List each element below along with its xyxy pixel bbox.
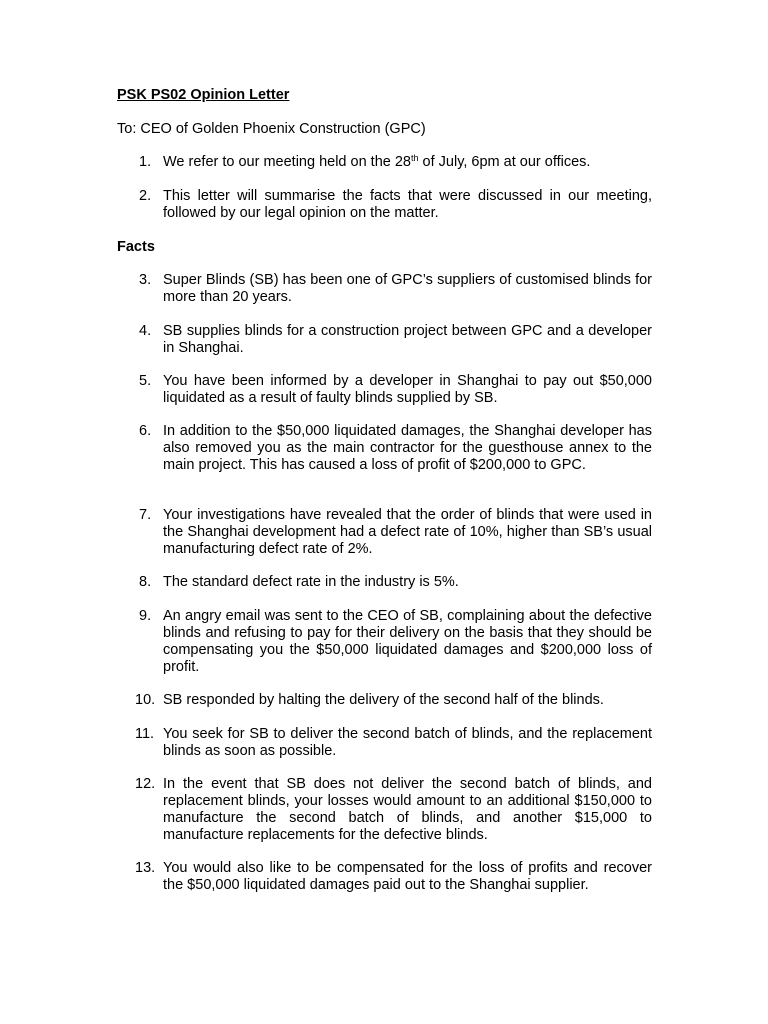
item-number: 4. — [139, 323, 152, 339]
item-number: 10. — [135, 692, 156, 708]
list-item-4 — [117, 323, 652, 357]
item-number: 9. — [139, 608, 152, 624]
item-number: 13. — [135, 860, 156, 876]
list-item-2 — [117, 188, 652, 222]
item-text: You would also like to be compensated for the loss of profits and recover the $50,000 liquidated damages paid out to the Shanghai supplier. — [163, 860, 652, 893]
item-number: 12. — [135, 776, 156, 792]
item-number: 7. — [139, 507, 152, 523]
item-number: 5. — [139, 373, 152, 389]
list-item-11 — [117, 726, 652, 760]
list-item-10 — [117, 692, 652, 709]
document-title: PSK PS02 Opinion Letter — [117, 87, 290, 103]
item-number: 1. — [139, 154, 152, 170]
list-item-7 — [117, 507, 652, 558]
item-number: 11. — [135, 726, 155, 742]
item-number: 8. — [139, 574, 152, 590]
list-item-5 — [117, 373, 652, 407]
item-text: The standard defect rate in the industry is 5%. — [163, 574, 459, 590]
list-item-8 — [117, 574, 652, 591]
item-text: You have been informed by a developer in Shanghai to pay out $50,000 liquidated as a result of faulty blinds supplied by SB. — [163, 373, 652, 406]
item-text: You seek for SB to deliver the second batch of blinds, and the replacement blinds as soon as possible. — [163, 726, 652, 759]
item-text: SB supplies blinds for a construction project between GPC and a developer in Shanghai. — [163, 323, 652, 356]
item-text: In the event that SB does not deliver the second batch of blinds, and replacement blinds, your losses would amount to an additional $150,000 to manufacture the second batch of blinds, and another $15,000 to manufacture replacements for the defective blinds. — [163, 776, 652, 843]
list-item-1 — [117, 154, 652, 171]
item-text: SB responded by halting the delivery of the second half of the blinds. — [163, 692, 604, 708]
item-number: 2. — [139, 188, 152, 204]
item-text — [163, 154, 652, 171]
list-item-3 — [117, 272, 652, 306]
ordinal-superscript: th — [411, 153, 419, 163]
item-text-before: We refer to our meeting held on the 28 — [163, 154, 411, 170]
list-item-13 — [117, 860, 652, 894]
recipient-line: To: CEO of Golden Phoenix Construction (GPC) — [117, 121, 426, 137]
item-number: 6. — [139, 423, 152, 439]
item-text: An angry email was sent to the CEO of SB, complaining about the defective blinds and refusing to pay for their delivery on the basis that they should be compensating you the $50,000 liquidated damages and $200,000 loss of profit. — [163, 608, 652, 675]
item-text: Your investigations have revealed that the order of blinds that were used in the Shanghai development had a defect rate of 10%, higher than SB’s usual manufacturing defect rate of 2%. — [163, 507, 652, 557]
item-text: In addition to the $50,000 liquidated damages, the Shanghai developer has also removed you as the main contractor for the guesthouse annex to the main project. This has caused a loss of profit of $200,000 to GPC. — [163, 423, 652, 473]
list-item-9 — [117, 608, 652, 676]
item-text: This letter will summarise the facts that were discussed in our meeting, followed by our legal opinion on the matter. — [163, 188, 652, 221]
item-text: Super Blinds (SB) has been one of GPC’s suppliers of customised blinds for more than 20 years. — [163, 272, 652, 305]
list-item-12 — [117, 776, 652, 844]
item-number: 3. — [139, 272, 152, 288]
list-item-6 — [117, 423, 652, 474]
facts-heading: Facts — [117, 239, 155, 255]
item-text-after: of July, 6pm at our offices. — [418, 154, 591, 170]
